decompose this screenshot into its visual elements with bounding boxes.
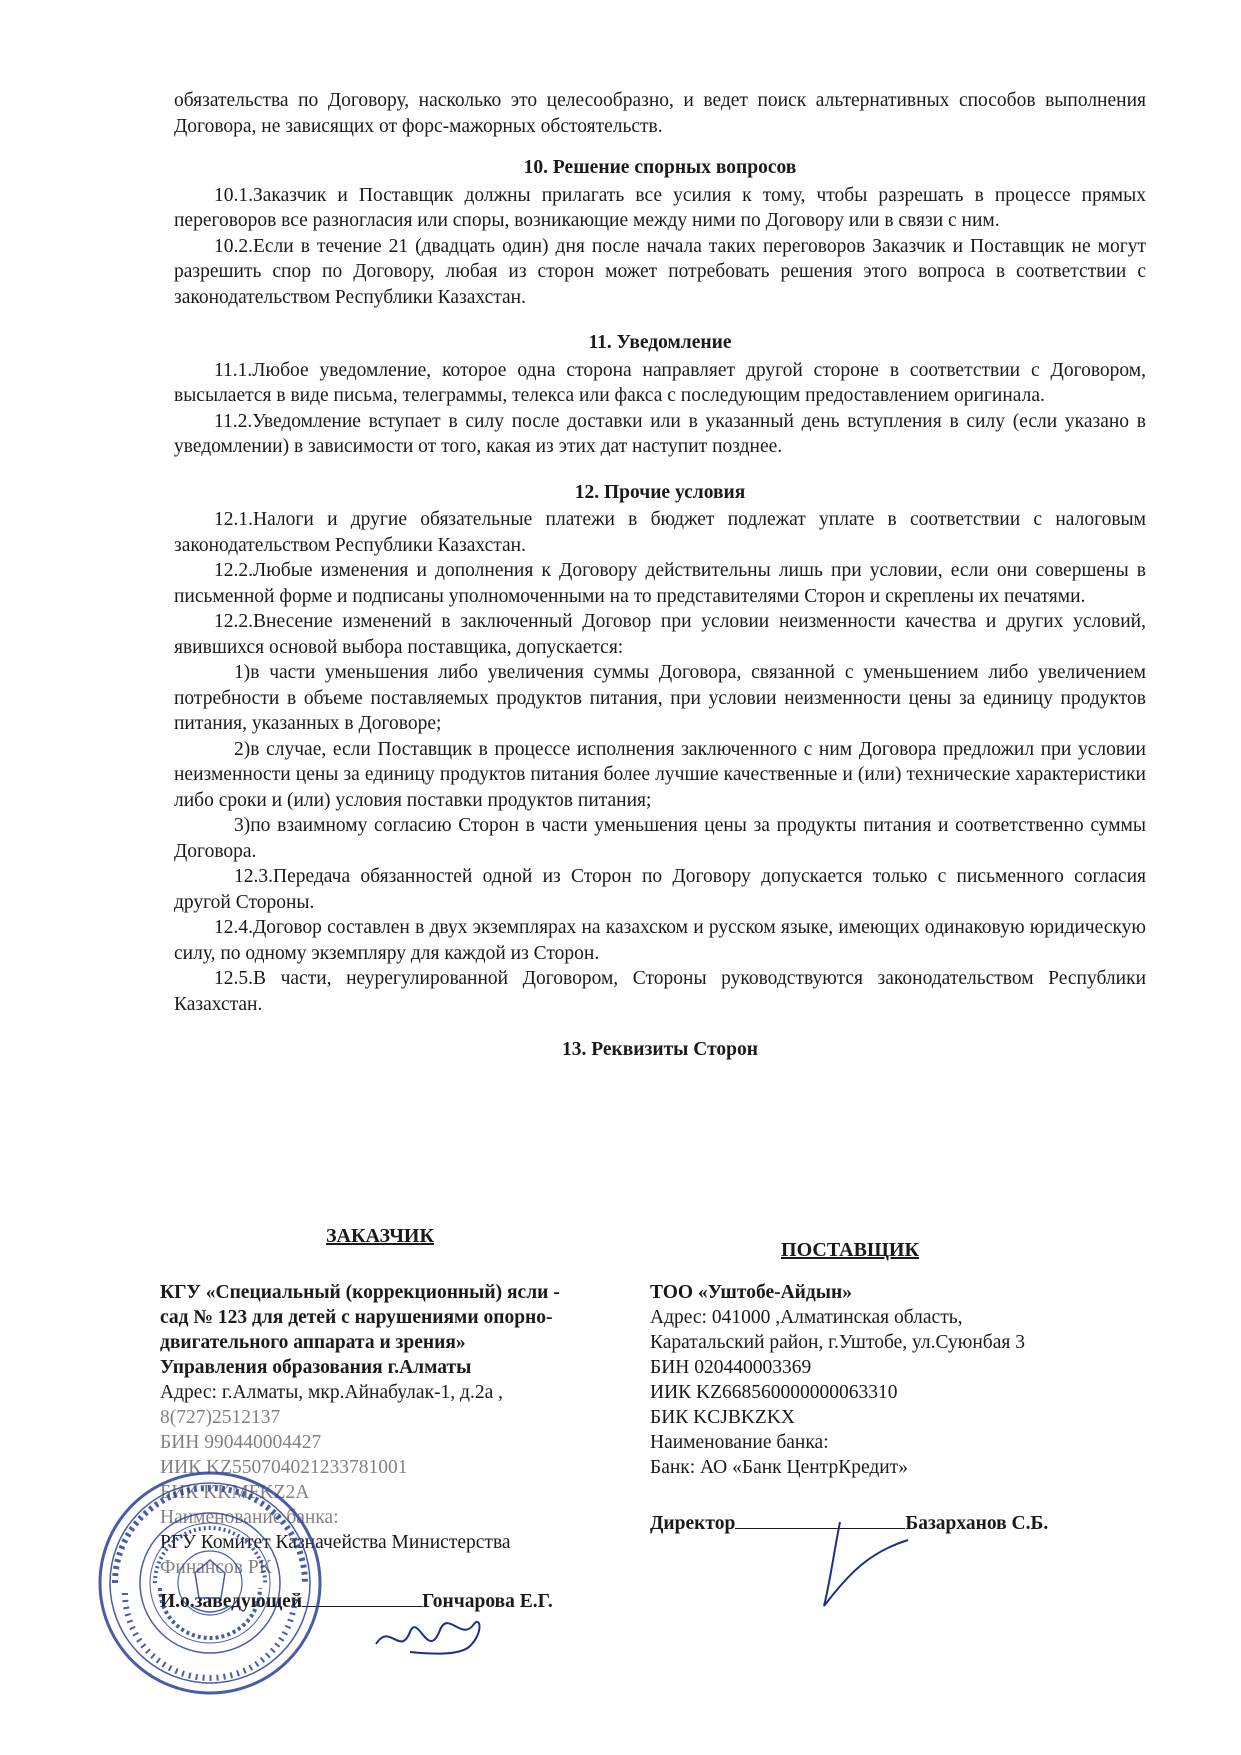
section-title: 10. Решение спорных вопросов — [523, 157, 797, 178]
sub-clause: 2)в случае, если Поставщик в процессе исполнения заключенного с ним Договора предложил при условии неизменности цены за единицу продуктов питания более лучшие качественные и (или) технические характеристики либо сроки и (или) условия поставки продуктов питания; — [174, 738, 1146, 811]
customer-bank-label: Наименование банка: — [160, 1507, 339, 1528]
customer-name-line: сад № 123 для детей с нарушениями опорно- — [160, 1307, 553, 1328]
supplier-bik: БИК KCJBKZKX — [650, 1407, 796, 1428]
sub-clause: 3)по взаимному согласию Сторон в части уменьшения цены за продукты питания и соответственно суммы Договора. — [174, 815, 1146, 862]
customer-phone: 8(727)2512137 — [160, 1407, 281, 1428]
contract-body — [174, 88, 1146, 1065]
section-11 — [174, 330, 1146, 460]
customer-name-line: двигательного аппарата и зрения» — [160, 1332, 466, 1353]
supplier-signer-name: Базарханов С.Б. — [905, 1513, 1049, 1534]
supplier-role-heading: ПОСТАВЩИК — [781, 1239, 919, 1261]
supplier-details — [650, 1280, 1140, 1536]
sub-clause: 1)в части уменьшения либо увеличения суммы Договора, связанной с уменьшением либо увеличением потребности в объеме поставляемых продуктов питания, при условии неизменности цены за единицу продуктов питания, указанных в Договоре; — [174, 662, 1146, 734]
clause: 12.2.Внесение изменений в заключенный Договор при условии неизменности качества и других условий, явившихся основой выбора поставщика, допускается: — [174, 611, 1146, 658]
supplier-bin: БИН 020440003369 — [650, 1357, 812, 1378]
supplier-signature-line — [650, 1510, 1140, 1536]
customer-bank-line1: РГУ Комитет Казначейства Министерства — [160, 1532, 511, 1553]
customer-name-line: Управления образования г.Алматы — [160, 1357, 472, 1378]
party-details — [160, 1225, 1140, 1728]
supplier-iik: ИИК KZ668560000000063310 — [650, 1382, 898, 1403]
clause: 10.1.Заказчик и Поставщик должны прилагать все усилия к тому, чтобы разрешать в процессе прямых переговоров все разногласия или споры, возникающие между ними по Договору или в связи с ним. — [174, 184, 1146, 231]
supplier-address-line2: Каратальский район, г.Уштобе, ул.Суюнбая 3 — [650, 1332, 1025, 1353]
section-title: 13. Реквизиты Сторон — [561, 1039, 759, 1060]
customer-iik: ИИК KZ55070402123378100​1 — [160, 1457, 408, 1478]
customer-signer-name: Гончарова Е.Г. — [422, 1591, 553, 1612]
section-12 — [174, 480, 1146, 1018]
section-10 — [174, 155, 1146, 310]
customer-name-line: КГУ «Специальный (коррекционный) ясли - — [160, 1282, 560, 1303]
supplier-name: ТОО «Уштобе-Айдын» — [650, 1282, 852, 1303]
customer-details — [160, 1280, 630, 1614]
supplier-address-line1: Адрес: 041000 ,Алматинская область, — [650, 1307, 963, 1328]
clause: 12.5.В части, неурегулированной Договором, Стороны руководствуются законодательством Республики Казахстан. — [174, 968, 1146, 1015]
clause: 12.3.Передача обязанностей одной из Сторон по Договору допускается только с письменного согласия другой Стороны. — [174, 866, 1146, 913]
clause: 12.1.Налоги и другие обязательные платежи в бюджет подлежат уплате в соответствии с налоговым законодательством Республики Казахстан. — [174, 509, 1146, 556]
supplier-signer-title: Директор — [650, 1513, 736, 1534]
signature-underline — [302, 1588, 422, 1607]
signature-underline — [735, 1510, 905, 1529]
section-title: 11. Уведомление — [588, 332, 732, 353]
customer-role-heading: ЗАКАЗЧИК — [326, 1225, 434, 1247]
customer-bin: БИН 990440004427 — [160, 1432, 322, 1453]
supplier-bank-label: Наименование банка: — [650, 1432, 829, 1453]
intro-paragraph: обязательства по Договору, насколько это целесообразно, и ведет поиск альтернативных способов выполнения Договора, не зависящих от форс-мажорных обстоятельств. — [174, 90, 1146, 137]
section-title: 12. Прочие условия — [574, 481, 746, 503]
customer-bik: БИК KKMFKZ2A — [160, 1482, 310, 1503]
clause: 10.2.Если в течение 21 (двадцать один) дня после начала таких переговоров Заказчик и Поставщик не могут разрешить спор по Договору, любая из сторон может потребовать решения этого вопроса в соответствии с законодательством Республики Казахстан. — [174, 235, 1146, 308]
clause: 11.1.Любое уведомление, которое одна сторона направляет другой стороне в соответствии с Договором, высылается в виде письма, телеграммы, телекса или факса с последующим предоставлением оригинала. — [174, 359, 1146, 406]
customer-address: Адрес: г.Алматы, мкр.Айнабулак-1, д.2а , — [160, 1382, 503, 1403]
clause: 12.4.Договор составлен в двух экземплярах на казахском и русском языке, имеющих одинаковую юридическую силу, по одному экземпляру для каждой из Сторон. — [174, 917, 1146, 964]
customer-bank-line2: Финансов РК — [160, 1557, 272, 1578]
section-13 — [174, 1037, 1146, 1063]
clause: 11.2.Уведомление вступает в силу после доставки или в указанный день вступления в силу (если указано в уведомлении) в зависимости от того, какая из этих дат наступит позднее. — [174, 410, 1146, 457]
customer-signer-title: И.о.заведующей — [160, 1591, 303, 1612]
customer-signature-line — [160, 1588, 630, 1614]
clause: 12.2.Любые изменения и дополнения к Договору действительны лишь при условии, если они совершены в письменной форме и подписаны уполномоченными на то представителями Сторон и скреплены их печатями. — [174, 560, 1146, 607]
supplier-bank-name: Банк: АО «Банк ЦентрКредит» — [650, 1457, 908, 1478]
